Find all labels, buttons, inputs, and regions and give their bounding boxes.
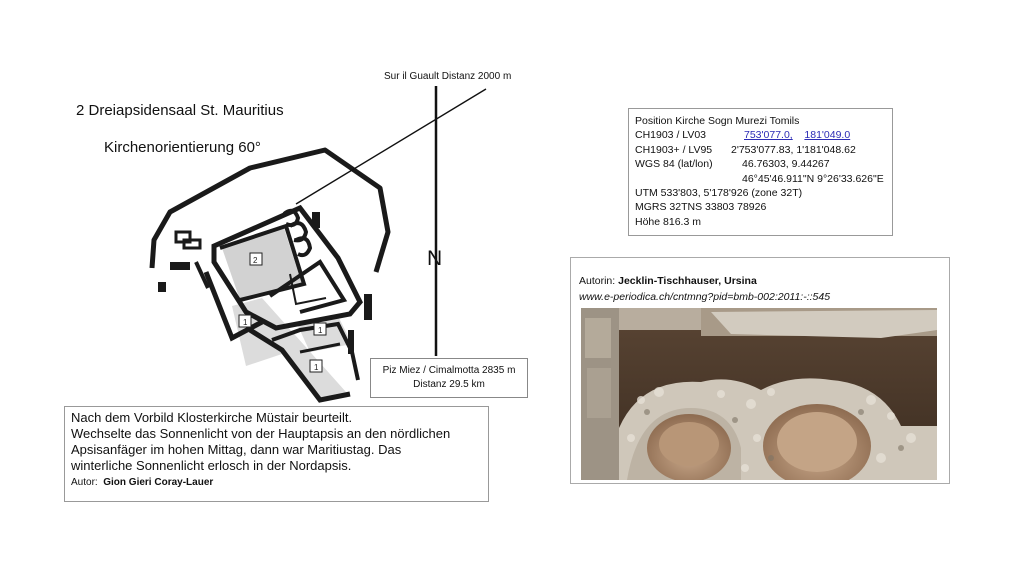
excavation-photo [581, 308, 937, 480]
ch1903-y-link[interactable]: 181'049.0 [804, 129, 851, 142]
photo-author [579, 275, 757, 287]
mgrs-row: MGRS 32TNS 33803 78926 [635, 201, 767, 214]
room-marker: 1 [318, 326, 323, 335]
photo-author-name: Jecklin-Tischhauser, Ursina [618, 275, 757, 287]
north-label: N [427, 247, 443, 270]
description-author [71, 475, 488, 491]
plan-title: 2 Dreiapsidensaal St. Mauritius [76, 102, 284, 119]
piz-miez-box [370, 358, 528, 398]
description-line: Wechselte das Sonnenlicht von der Hauptapsis an den nördlichen [71, 426, 451, 441]
description-box [64, 406, 489, 502]
hoehe-row: Höhe 816.3 m [635, 215, 701, 228]
ch1903-row [635, 128, 892, 142]
ch1903plus-label: CH1903+ / LV95 [635, 143, 713, 156]
church-floor-plan [0, 0, 560, 410]
apse-pier [312, 212, 320, 228]
sun-alignment-line [296, 89, 486, 204]
author-label: Autor: [71, 477, 98, 488]
wgs-label: WGS 84 (lat/lon) [635, 158, 713, 171]
west-annex-wall-3 [170, 262, 190, 270]
description-line: winterliche Sonnenlicht erlosch in der Nordapsis. [71, 458, 352, 473]
south-wing-pier [364, 294, 372, 320]
piz-line-2: Distanz 29.5 km [413, 379, 485, 390]
ch1903plus-row [635, 143, 892, 157]
description-line: Nach dem Vorbild Klosterkirche Müstair beurteilt. [71, 410, 353, 425]
west-annex-wall-4 [158, 282, 166, 292]
west-annex-wall-2 [184, 240, 200, 248]
sun-line-label: Sur il Guault Distanz 2000 m [384, 71, 512, 82]
room-marker: 1 [314, 363, 319, 372]
piz-line-1: Piz Miez / Cimalmotta 2835 m [382, 365, 516, 376]
position-title: Position Kirche Sogn Murezi Tomils [635, 115, 800, 127]
description-line: Apsisanfäger im hohen Mittag, dann war Maritiustag. Das [71, 442, 402, 457]
utm-row: UTM 533'803, 5'178'926 (zone 32T) [635, 186, 803, 199]
ch1903-x-link[interactable]: 753'077.0, [744, 129, 793, 142]
ch1903plus-value: 2'753'077.83, 1'181'048.62 [731, 143, 856, 156]
wgs-dms-row [635, 172, 892, 186]
south-wing-pier-2 [348, 330, 354, 354]
author-name: Gion Gieri Coray-Lauer [103, 477, 214, 488]
room-marker: 2 [253, 256, 258, 265]
wgs-dms: 46°45'46.911"N 9°26'33.626"E [742, 172, 884, 185]
photo-author-label: Autorin: [579, 275, 616, 287]
position-box [628, 108, 893, 236]
wgs-decimal: 46.76303, 9.44267 [742, 158, 830, 171]
ch1903-label: CH1903 / LV03 [635, 129, 707, 142]
room-marker: 1 [243, 318, 248, 327]
wgs-row [635, 157, 892, 171]
excavation-photo-box [570, 257, 950, 484]
orientation-label: Kirchenorientierung 60° [104, 139, 261, 156]
photo-source-url[interactable]: www.e-periodica.ch/cntmng?pid=bmb-002:2011:-::545 [579, 291, 831, 303]
